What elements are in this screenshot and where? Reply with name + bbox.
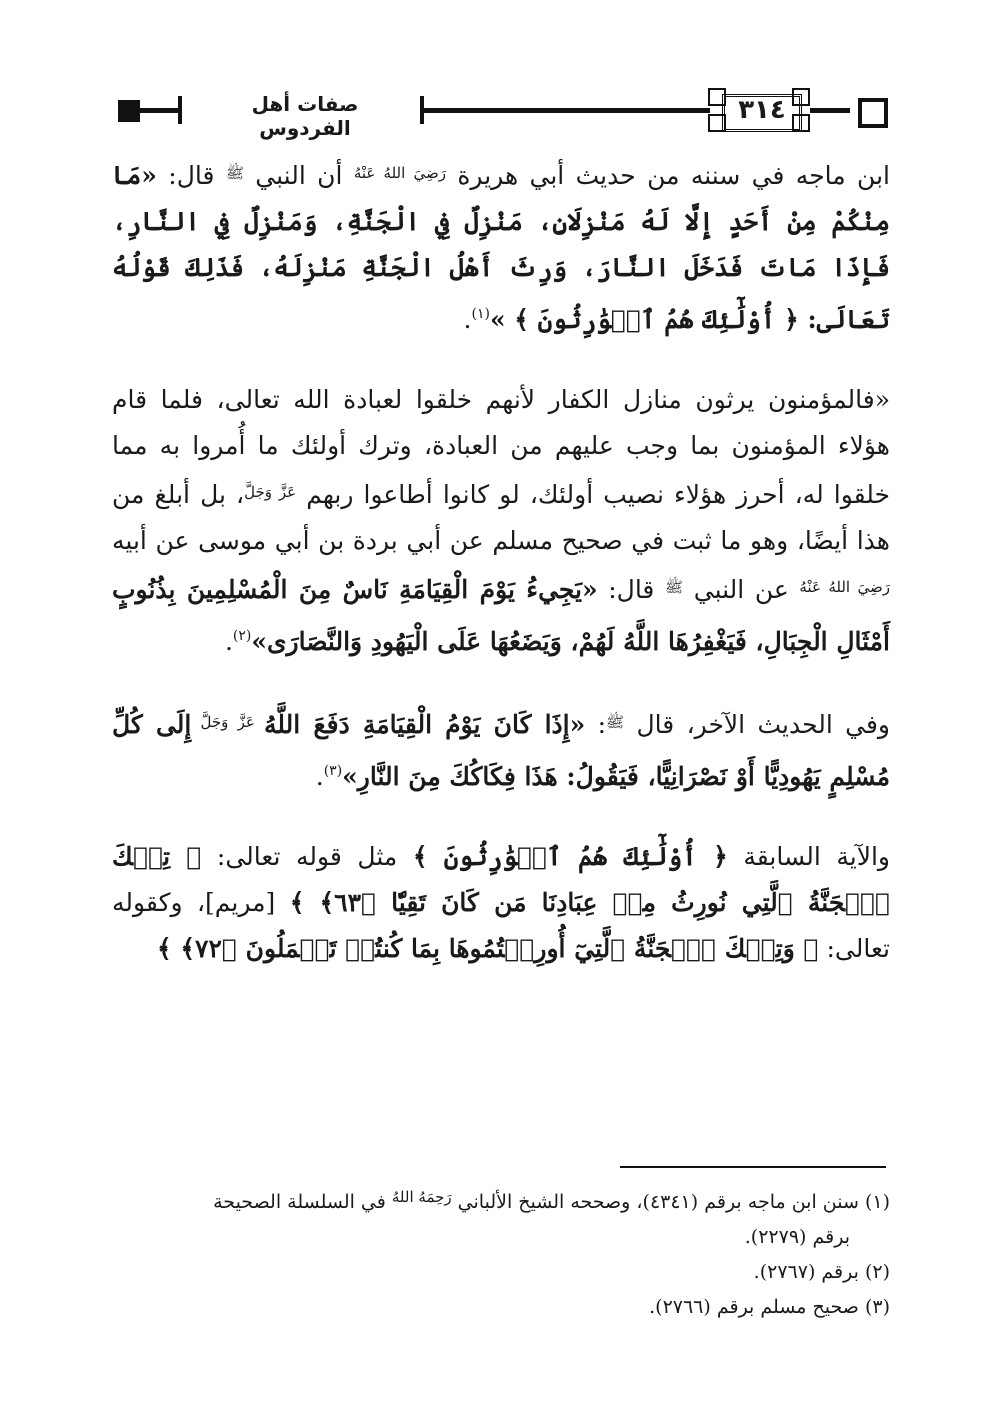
- header-tick: [178, 96, 182, 124]
- paragraph-2: «فالمؤمنون يرثون منازل الكفار لأنهم خلقوا لعبادة الله تعالى، فلما قام هؤلاء المؤمنون بما وجب عليهم من العبادة، وترك أولئك ما أُمروا به مما خلقوا له، أحرز هؤلاء نصيب أولئك، لو كانوا أطاعوا ربهم $^{عَزَّ وَجَلَّ}$، بل أبلغ من هذا أيضًا، وهو ما ثبت في صحيح مسلم عن أبي بردة بن أبي موسى عن أبيه $^{رَضِيَ اللهُ عَنْهُ}$ عن النبي $^ﷺ$ قال: «يَجِيءُ يَوْمَ الْقِيَامَةِ نَاسٌ مِنَ الْمُسْلِمِينَ بِذُنُوبٍ أَمْثَالِ الْجِبَالِ، فَيَغْفِرُهَا اللَّهُ لَهُمْ، وَيَضَعُهَا عَلَى الْيَهُودِ وَالنَّصَارَى»$^{(٢)}$.: [112, 385, 891, 656]
- footnote-2: (٢) برقم (٢٧٦٧).: [753, 1261, 890, 1283]
- header-rule: [810, 108, 850, 113]
- footnote-ref: (٢): [232, 628, 252, 644]
- page-number: ٣١٤: [738, 95, 786, 125]
- header-ornament-left: [118, 100, 140, 122]
- page-number-frame: [708, 88, 810, 132]
- footnote-ref: (١): [471, 306, 490, 322]
- hadith-quote: إِلَى كُلِّ مُسْلِمٍ يَهُودِيًّا أَوْ نَصْرَانِيًّا، فَيَقُولُ: هَذَا فِكَاكُكَ مِنَ النَّارِ»: [112, 710, 890, 791]
- honorific: ﷺ: [606, 713, 625, 731]
- quran-verse: ﴿ تِلۡكَ ٱلۡجَنَّةُ ٱلَّتِي نُورِثُ مِنۡ عِبَادِنَا مَن كَانَ تَقِيّٗا ﴿٦٣﴾ ﴾: [112, 842, 890, 917]
- page-header: [110, 86, 894, 140]
- footnotes: [112, 1180, 890, 1325]
- honorific: رَضِيَ اللهُ عَنْهُ: [353, 164, 446, 182]
- honorific: رَحِمَهُ اللهُ: [391, 1188, 452, 1206]
- footnote-ref: (٣): [323, 763, 343, 779]
- hadith-quote: «مَا مِنْكُمْ مِنْ أَحَدٍ إِلَّا لَهُ مَنْزِلَانِ، مَنْزِلٌ فِي الْجَنَّةِ، وَمَنْزِلٌ فِي النَّارِ، فَإِذَا مَاتَ فَدَخَلَ النَّارَ، وَرِثَ أَهْلُ الْجَنَّةِ مَنْزِلَهُ، فَذَلِكَ قَوْلُهُ تَعَالَى: ﴿ أُوْلَٰٓئِكَ هُمُ ٱلۡوَٰرِثُونَ ﴾ »: [112, 161, 890, 334]
- header-ornament-right: [858, 98, 888, 128]
- paragraph-3: وفي الحديث الآخر، قال $^ﷺ$: «إِذَا كَانَ يَوْمُ الْقِيَامَةِ دَفَعَ اللَّهُ $^{عَزَّ وَجَلَّ}$ إِلَى كُلِّ مُسْلِمٍ يَهُودِيًّا أَوْ نَصْرَانِيًّا، فَيَقُولُ: هَذَا فِكَاكُكَ مِنَ النَّارِ»$^{(٣)}$.: [112, 710, 890, 791]
- header-rule: [140, 108, 180, 113]
- quran-verse: ﴿ وَتِلۡكَ ٱلۡجَنَّةُ ٱلَّتِيٓ أُورِثۡتُمُوهَا بِمَا كُنتُمۡ تَعۡمَلُونَ ﴿٧٢﴾ ﴾: [157, 934, 819, 963]
- main-text: [112, 150, 890, 972]
- hadith-quote: «يَجِيءُ يَوْمَ الْقِيَامَةِ نَاسٌ مِنَ الْمُسْلِمِينَ بِذُنُوبٍ أَمْثَالِ الْجِبَالِ، فَيَغْفِرُهَا اللَّهُ لَهُمْ، وَيَضَعُهَا عَلَى الْيَهُودِ وَالنَّصَارَى»: [112, 575, 890, 656]
- header-rule: [422, 108, 710, 113]
- honorific: رَضِيَ اللهُ عَنْهُ: [799, 578, 890, 596]
- paragraph-4: والآية السابقة ﴿ أُوْلَٰٓئِكَ هُمُ ٱلۡوَٰرِثُونَ ﴾ مثل قوله تعالى: ﴿ تِلۡكَ ٱلۡجَنَّةُ ٱلَّتِي نُورِثُ مِنۡ عِبَادِنَا مَن كَانَ تَقِيّٗا ﴿٦٣﴾ ﴾ [مريم]، وكقوله تعالى: ﴿ وَتِلۡكَ ٱلۡجَنَّةُ ٱلَّتِيٓ أُورِثۡتُمُوهَا بِمَا كُنتُمۡ تَعۡمَلُونَ ﴿٧٢﴾ ﴾: [112, 842, 890, 963]
- paragraph-1: ابن ماجه في سننه من حديث أبي هريرة $^{رَضِيَ اللهُ عَنْهُ}$ أن النبي $^ﷺ$ قال: «مَا مِنْكُمْ مِنْ أَحَدٍ إِلَّا لَهُ مَنْزِلَانِ، مَنْزِلٌ فِي الْجَنَّةِ، وَمَنْزِلٌ فِي النَّارِ، فَإِذَا مَاتَ فَدَخَلَ النَّارَ، وَرِثَ أَهْلُ الْجَنَّةِ مَنْزِلَهُ، فَذَلِكَ قَوْلُهُ تَعَالَى: ﴿ أُوْلَٰٓئِكَ هُمُ ٱلۡوَٰرِثُونَ ﴾ »$^{(١)}$.: [112, 161, 890, 334]
- footnote-separator: [620, 1166, 886, 1168]
- footnote-3: (٣) صحيح مسلم برقم (٢٧٦٦).: [649, 1296, 890, 1318]
- hadith-quote: «إِذَا كَانَ يَوْمُ الْقِيَامَةِ دَفَعَ اللَّهُ: [264, 710, 586, 739]
- quran-verse: ﴿ أُوْلَٰٓئِكَ هُمُ ٱلۡوَٰرِثُونَ ﴾: [412, 842, 728, 871]
- footnote-1: (١) سنن ابن ماجه برقم (٤٣٤١)، وصححه الشيخ الألباني $^{رَحِمَهُ اللهُ}$ في السلسلة الصحيحة برقم (٢٢٧٩).: [213, 1188, 890, 1248]
- book-title: صفات أهل الفردوس: [251, 92, 359, 140]
- honorific: ﷺ: [225, 164, 244, 182]
- honorific: عَزَّ وَجَلَّ: [191, 713, 264, 731]
- honorific: عَزَّ وَجَلَّ: [244, 483, 297, 501]
- honorific: ﷺ: [665, 578, 684, 596]
